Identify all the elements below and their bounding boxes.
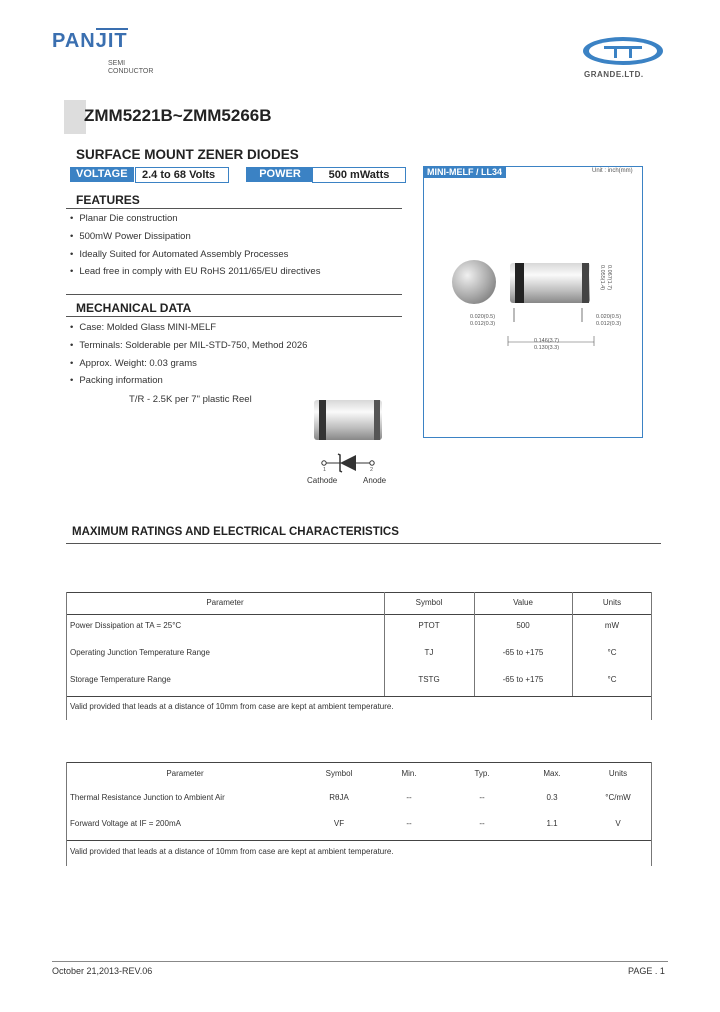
mechanical-item: • Packing information [70,372,307,390]
table2-cell: -- [406,793,412,802]
features-list [70,210,320,281]
pin2-label: 2 [370,467,374,473]
table2-cell: Forward Voltage at IF = 200mA [70,819,181,828]
ratings-heading: MAXIMUM RATINGS AND ELECTRICAL CHARACTERISTICS [72,526,399,538]
table1-header: Value [513,598,533,607]
mechanical-top-rule [66,294,402,295]
table2-cell: -- [479,819,485,828]
table2-cell: 1.1 [546,819,558,828]
table1-cell: PTOT [418,621,440,630]
dim-left [470,314,495,328]
footer-date-rev: October 21,2013-REV.06 [52,966,153,976]
table2-cell: V [615,819,621,828]
brand-jit: JIT [95,30,128,52]
mechanical-rule [66,316,402,317]
unit-note: Unit : inch(mm) [592,168,633,174]
dim-right-1: 0.020(0.5) [596,314,622,320]
dim-len-1: 0.146(3.7) [534,338,560,344]
table1-cell: -65 to +175 [502,675,544,684]
table1-vline [66,592,67,720]
grande-logo-icon [582,36,664,66]
table1-cell: Power Dissipation at TA = 25°C [70,621,182,630]
footer-rule [52,961,668,962]
table2-header: Parameter [166,769,204,778]
package-side-view [508,262,592,304]
zener-symbol-icon [318,452,378,476]
table2-header: Symbol [325,769,353,778]
dim-dia-2: 0.055(1.4) [599,265,605,291]
table2-cell: RθJA [329,793,349,802]
dim-right [596,314,621,328]
feature-item: • Planar Die construction [70,210,320,228]
feature-item: • Ideally Suited for Automated Assembly Processes [70,246,320,264]
dim-length [534,338,559,352]
table2-header: Max. [543,769,561,778]
dim-len-2: 0.130(3.3) [534,345,560,351]
voltage-label: VOLTAGE [70,167,134,182]
dim-left-2: 0.012(0.3) [470,321,496,327]
cathode-label: Cathode [307,476,338,485]
voltage-value: 2.4 to 68 Volts [135,167,229,183]
panjit-logo [52,30,128,53]
dim-left-1: 0.020(0.5) [470,314,496,320]
features-heading: FEATURES [76,193,140,207]
mechanical-item: • Approx. Weight: 0.03 grams [70,355,307,373]
table2-cell: 0.3 [546,793,558,802]
table1-header: Parameter [206,598,244,607]
pin1-label: 1 [323,467,327,473]
company-name: GRANDE.LTD. [584,70,644,79]
brand-sub2: CONDUCTOR [108,68,154,75]
table1-cell: TJ [424,648,434,657]
table1-cell: Operating Junction Temperature Range [70,648,210,657]
panjit-subtitle [108,60,153,76]
table1-body-rule [66,696,652,697]
table2-body-rule [66,840,652,841]
table1-cell: -65 to +175 [502,648,544,657]
section-title: SURFACE MOUNT ZENER DIODES [76,147,299,162]
package-label: MINI-MELF / LL34 [423,166,506,178]
table2-cell: Thermal Resistance Junction to Ambient Air [70,793,225,802]
part-title: ZMM5221B~ZMM5266B [84,106,272,125]
table1-note: Valid provided that leads at a distance of 10mm from case are kept at ambient temperature. [70,702,394,711]
table2-header: Typ. [474,769,490,778]
title-accent-box [64,100,86,134]
brand-sub1: SEMI [108,60,126,67]
table1-cell: mW [604,621,620,630]
packing-detail: T/R - 2.5K per 7" plastic Reel [129,394,252,405]
table2-header: Min. [401,769,417,778]
table1-cell: °C [607,675,617,684]
dim-diameter [598,265,612,305]
table2-note: Valid provided that leads at a distance of 10mm from case are kept at ambient temperature. [70,847,394,856]
features-rule [66,208,402,209]
table2-cell: -- [479,793,485,802]
table2-top-rule [66,762,652,763]
dim-right-2: 0.012(0.3) [596,321,622,327]
brand-pan: PAN [52,30,96,52]
table1-cell: °C [607,648,617,657]
electrical-table [66,762,652,866]
mechanical-item: • Terminals: Solderable per MIL-STD-750, Method 2026 [70,337,307,355]
table1-header: Units [602,598,622,607]
anode-label: Anode [363,476,387,485]
table1-cell: TSTG [418,675,440,684]
mechanical-list [70,319,307,390]
feature-item: • 500mW Power Dissipation [70,228,320,246]
package-end-view [450,258,498,306]
table1-cell: Storage Temperature Range [70,675,171,684]
table1-header-rule [66,614,652,615]
table2-cell: °C/mW [605,793,631,802]
power-label: POWER [246,167,314,182]
table2-cell: VF [333,819,345,828]
table1-top-rule [66,592,652,593]
table2-header: Units [608,769,628,778]
table2-cell: -- [406,819,412,828]
mechanical-heading: MECHANICAL DATA [76,301,192,315]
footer-page: PAGE . 1 [628,966,665,976]
dim-dia-1: 0.067(1.7) [606,265,612,291]
ratings-table [66,592,652,720]
ratings-rule [66,543,661,544]
table1-cell: 500 [516,621,530,630]
feature-item: • Lead free in comply with EU RoHS 2011/65/EU directives [70,263,320,281]
mechanical-item: • Case: Molded Glass MINI-MELF [70,319,307,337]
power-value: 500 mWatts [312,167,406,183]
table1-header: Symbol [415,598,443,607]
diode-package-image [312,398,384,442]
